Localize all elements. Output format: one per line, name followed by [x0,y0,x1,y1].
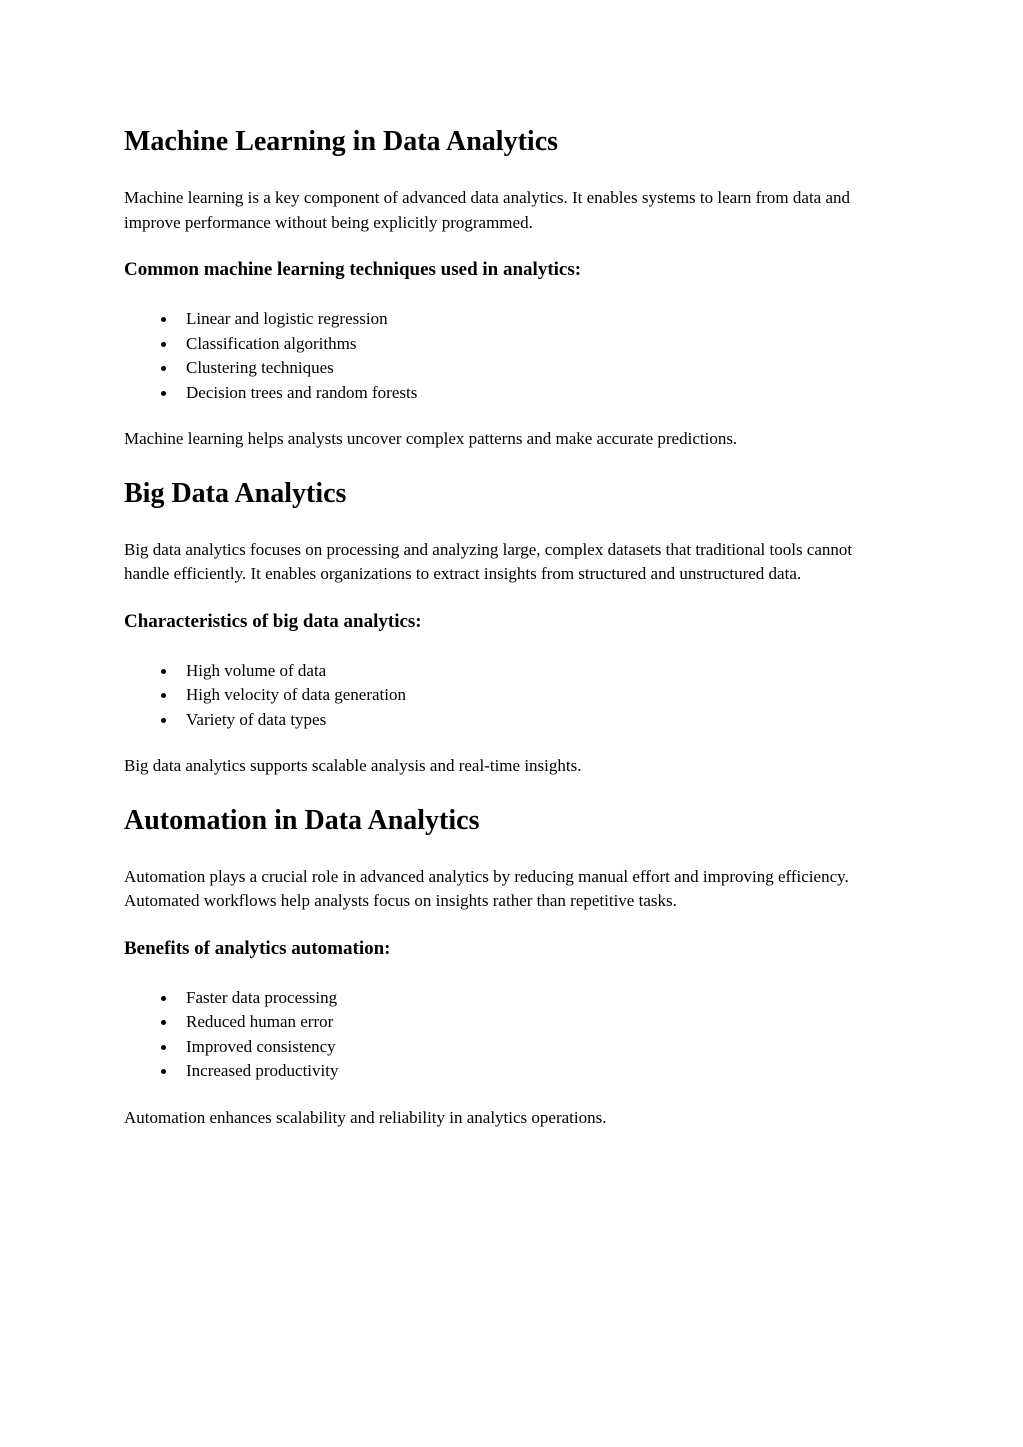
bullet-item: High velocity of data generation [124,683,899,708]
section-subheading: Benefits of analytics automation: [124,937,391,959]
bullet-list [124,659,899,733]
bullet-item: Classification algorithms [124,332,899,357]
section-intro-paragraph: Big data analytics focuses on processing and analyzing large, complex datasets that traditional tools cannot handle efficiently. It enables organizations to extract insights from structured and unstructured data. [124,539,853,583]
section-automation [124,806,899,1131]
bullet-item: Increased productivity [124,1059,899,1084]
section-machine-learning [124,127,899,452]
document-content [124,127,899,1130]
section-heading: Big Data Analytics [124,477,347,509]
section-heading: Automation in Data Analytics [124,804,480,836]
bullet-item: Improved consistency [124,1035,899,1060]
bullet-list [124,307,899,405]
section-subheading: Common machine learning techniques used in analytics: [124,259,582,280]
bullet-item: Decision trees and random forests [124,381,899,406]
section-intro-paragraph: Automation plays a crucial role in advanced analytics by reducing manual effort and improving efficiency. Automated workflows help analysts focus on insights rather than repetitive tasks. [124,866,849,910]
bullet-item: High volume of data [124,659,899,684]
bullet-item: Variety of data types [124,708,899,733]
bullet-item: Clustering techniques [124,356,899,381]
bullet-item: Linear and logistic regression [124,307,899,332]
bullet-item: Reduced human error [124,1010,899,1035]
section-big-data [124,479,899,779]
section-subheading: Characteristics of big data analytics: [124,610,422,632]
section-outro-paragraph: Machine learning helps analysts uncover complex patterns and make accurate predictions. [124,429,738,448]
section-heading: Machine Learning in Data Analytics [124,126,559,157]
bullet-item: Faster data processing [124,986,899,1011]
section-outro-paragraph: Automation enhances scalability and reliability in analytics operations. [124,1107,607,1127]
section-intro-paragraph: Machine learning is a key component of advanced data analytics. It enables systems to learn from data and improve performance without being explicitly programmed. [124,188,851,232]
bullet-list [124,986,899,1084]
section-outro-paragraph: Big data analytics supports scalable analysis and real-time insights. [124,756,582,775]
